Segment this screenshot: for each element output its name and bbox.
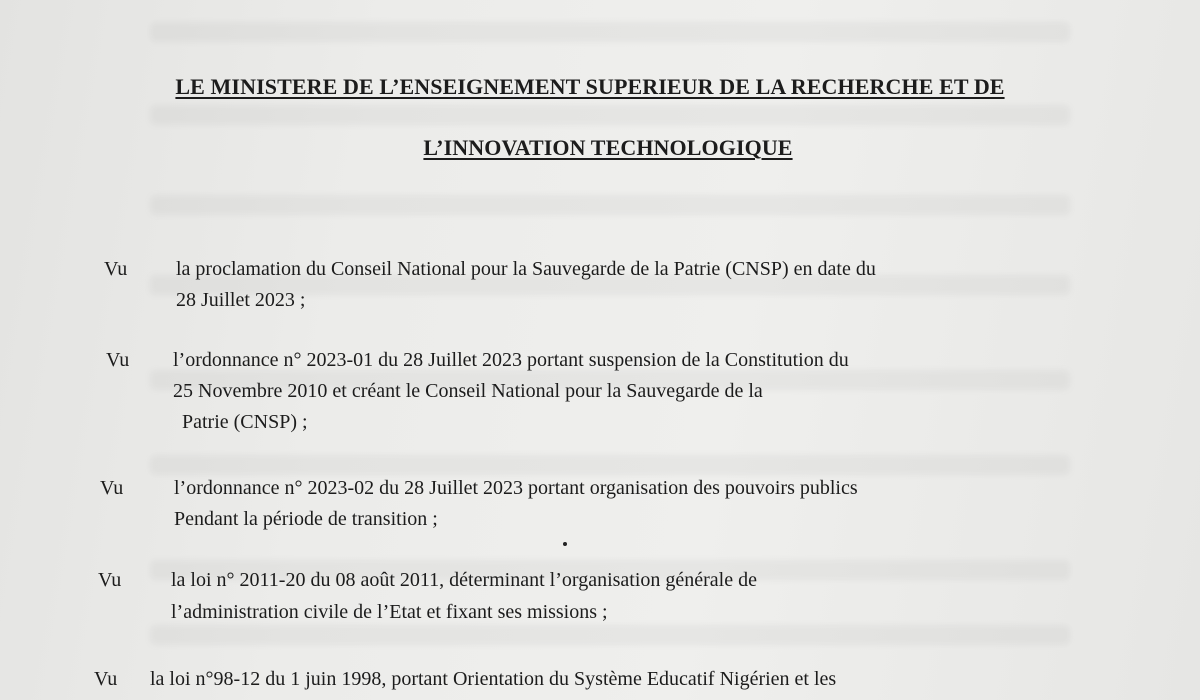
bleed-through-mark [150,455,1070,475]
clause-text-line: la loi n°98-12 du 1 juin 1998, portant Orientation du Système Educatif Nigérien et les [150,668,837,690]
clause-text-line: l’ordonnance n° 2023-01 du 28 Juillet 2023 portant suspension de la Constitution du [173,349,849,371]
clause-prefix: Vu [106,349,130,371]
bleed-through-mark [150,22,1070,42]
ink-speck [563,542,567,546]
clause-text-line: l’ordonnance n° 2023-02 du 28 Juillet 2023 portant organisation des pouvoirs publics [174,477,858,499]
clause-text-line: la loi n° 2011-20 du 08 août 2011, déterminant l’organisation générale de [171,569,757,591]
clause-text-line: 25 Novembre 2010 et créant le Conseil National pour la Sauvegarde de la [173,380,763,402]
clause-prefix: Vu [94,668,118,690]
clause-prefix: Vu [104,258,128,280]
clause-prefix: Vu [98,569,122,591]
bleed-through-mark [150,195,1070,215]
clause-text-line: Pendant la période de transition ; [174,508,438,530]
clause-text-line: 28 Juillet 2023 ; [176,289,306,311]
bleed-through-mark [150,625,1070,645]
clause-text-line: la proclamation du Conseil National pour la Sauvegarde de la Patrie (CNSP) en date du [176,258,876,280]
bleed-through-mark [150,105,1070,125]
clause-prefix: Vu [100,477,124,499]
document-heading-line-1: LE MINISTERE DE L’ENSEIGNEMENT SUPERIEUR DE LA RECHERCHE ET DE [175,74,1005,99]
clause-text-line: Patrie (CNSP) ; [182,411,308,433]
document-heading-line-2: L’INNOVATION TECHNOLOGIQUE [423,135,793,160]
clause-text-line: l’administration civile de l’Etat et fixant ses missions ; [171,601,608,623]
